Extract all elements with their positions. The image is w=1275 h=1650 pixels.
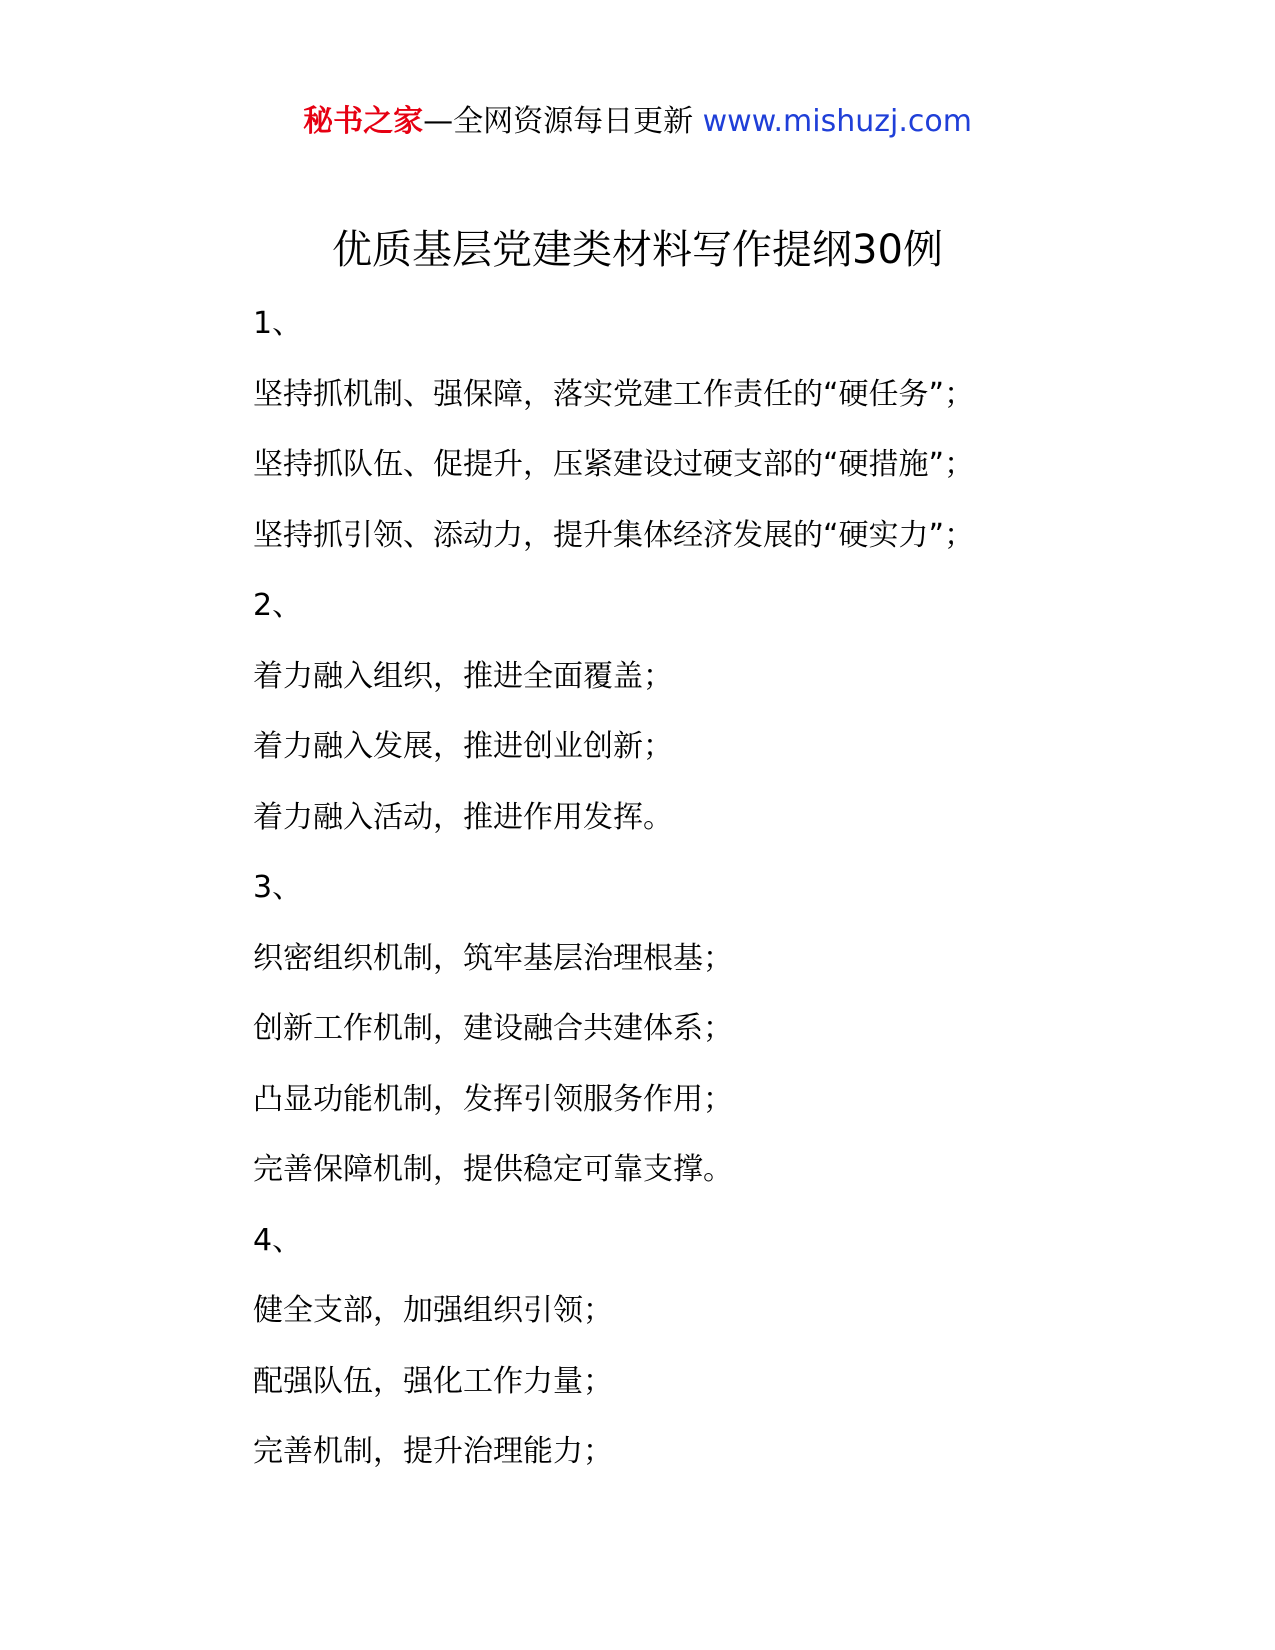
outline-line: 完善保障机制，提供稳定可靠支撑。	[253, 1152, 733, 1187]
section-number-4: 4、	[253, 1222, 303, 1258]
document-title: 优质基层党建类材料写作提纲30例	[332, 227, 943, 273]
outline-line: 凸显功能机制，发挥引领服务作用；	[253, 1081, 733, 1117]
outline-line: 健全支部，加强组织引领；	[253, 1293, 613, 1328]
outline-line: 坚持抓机制、强保障，落实党建工作责任的“硬任务”；	[253, 376, 975, 412]
outline-line: 坚持抓引领、添动力，提升集体经济发展的“硬实力”；	[253, 517, 975, 553]
outline-line: 织密组织机制，筑牢基层治理根基；	[253, 940, 733, 976]
section-number-1: 1、	[253, 306, 303, 341]
header-slogan: —全网资源每日更新	[423, 104, 703, 139]
site-url[interactable]: www.mishuzj.com	[702, 104, 972, 139]
outline-line: 完善机制，提升治理能力；	[253, 1434, 613, 1469]
outline-line: 着力融入发展，推进创业创新；	[253, 729, 673, 764]
brand-name: 秘书之家	[303, 104, 424, 139]
section-number-3: 3、	[253, 870, 303, 905]
document-body	[253, 300, 1153, 1499]
outline-line: 着力融入活动，推进作用发挥。	[253, 799, 673, 835]
outline-line: 坚持抓队伍、促提升，压紧建设过硬支部的“硬措施”；	[253, 447, 975, 482]
outline-line: 创新工作机制，建设融合共建体系；	[253, 1011, 733, 1046]
section-number-2: 2、	[253, 588, 303, 623]
outline-line: 配强队伍，强化工作力量；	[253, 1363, 613, 1399]
outline-line: 着力融入组织，推进全面覆盖；	[253, 658, 673, 694]
site-header	[0, 98, 1275, 146]
